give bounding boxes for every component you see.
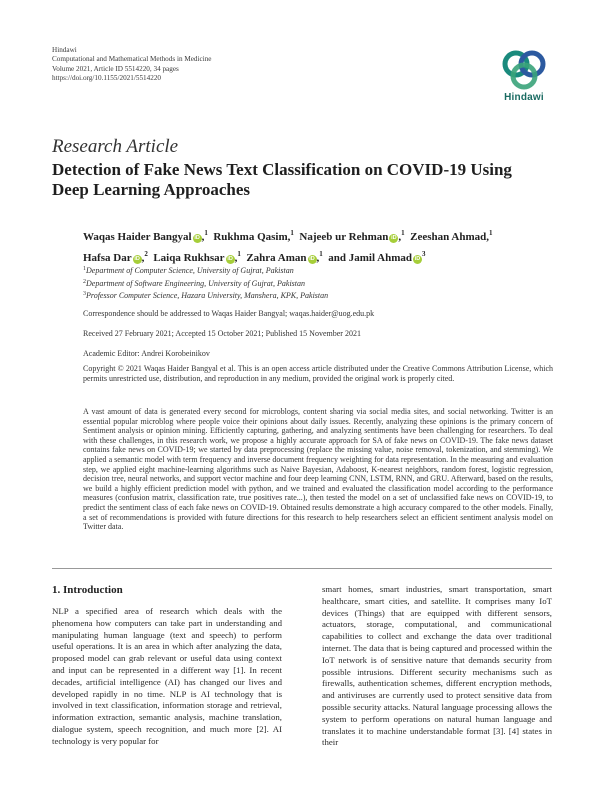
publisher-name: Hindawi [52,46,77,54]
author-list [83,225,553,267]
orcid-icon[interactable]: iD [194,235,200,241]
orcid-icon[interactable]: iD [391,235,397,241]
journal-header [52,46,352,84]
intro-column-right: smart homes, smart industries, smart transportation, smart healthcare, smart cities, and satellite. It comprises many IoT devices (Things) that are equipped with different sensors, actuators, storage, computational, and communicational capabilities to collect and exchange the data over traditional internet. The data that is being captured and processed within the IoT network is of sensitive nature that demands security from possible intrusions. Different security mechanisms such as firewalls, authentication schemes, different encryption methods, and antiviruses are currently used to protect sensitive data from possible security attacks. Natural language processing allows the system to perform operations on natural human language and translates it to machine understandable format [3]. [4] states in their [322,584,552,748]
doi-link[interactable]: https://doi.org/10.1155/2021/5514220 [52,74,162,83]
copyright-notice: Copyright © 2021 Waqas Haider Bangyal et al. This is an open access article distributed under the Creative Commons Attribution License, which permits unrestricted use, distribution, and reproduction in any medium, provided the original work is properly cited. [83,364,553,383]
orcid-icon[interactable]: iD [309,256,315,262]
author: Hafsa Dar iD ,$^2$ [83,250,148,264]
academic-editor: Academic Editor: Andrei Korobeinikov [83,349,210,358]
article-type: Research Article [52,136,179,157]
intro-column-left: NLP a specified area of research which deals with the phenomena how computers can take part in understanding and manipulating human language (text and speech) to perform useful operations. It is an area in which after analyzing the data, proposed model can grab relevant or useful data using context and input can be represented in a different way [1]. In recent decades, artificial intelligence (AI) has changed our lives and developed rapidly in no time. NLP is AI technology that is involved in text classification, information storage and retrieval, information extraction, semantic analysis, machine translation, dialogue system, speech recognition, and much more [2]. AI technology is very popular for [52,606,282,746]
section-heading: 1. Introduction [52,584,123,596]
author: Waqas Haider Bangyal iD ,$^1$ [83,229,208,243]
orcid-icon[interactable]: iD [134,256,140,262]
author: Najeeb ur Rehman iD ,$^1$ [299,229,405,243]
orcid-icon[interactable]: iD [227,256,233,262]
abstract: A vast amount of data is generated every second for microblogs, content sharing via social media sites, and social networking. Twitter is an essential popular microblog where people voice their opinions about daily issues. Recently, analyzing these opinions is the primary concern of Sentiment analysis or opinion mining. Efficiently capturing, gathering, and analyzing sentiments have been challenging for researchers. To deal with these challenges, in this research work, we propose a highly accurate approach for SA of fake news on COVID-19. The fake news dataset contains fake news on COVID-19; we started by data preprocessing (replace the missing value, noise removal, tokenization, and stemming). We applied a semantic model with term frequency and inverse document frequency weighting for data representation. In the measuring and evaluation step, we applied eight machine-learning algorithms such as Naive Bayesian, Adaboost, K-nearest neighbors, random forest, logistic regression, decision tree, neural networks, and support vector machine and four deep learning CNN, LSTM, RNN, and GRU. Afterward, based on the results, we build a highly efficient prediction model with python, and we trained and evaluated the classification model according to the performance measures (confusion matrix, classification rate, true positives rate...), then tested the model on a set of unclassified fake news on COVID-19, to predict the sentiment class of each fake news on COVID-19. Obtained results demonstrate a high accuracy compared to the other models. Finally, a set of recommendations is provided with future directions for this research to help researchers select an efficient sentiment analysis model on Twitter data. [83,407,553,532]
logo-text: Hindawi [504,92,544,103]
journal-name: Computational and Mathematical Methods in Medicine [52,55,212,64]
orcid-icon[interactable]: iD [414,256,421,262]
paper-title: Detection of Fake News Text Classification on COVID-19 Using Deep Learning Approaches [52,160,512,199]
author: Rukhma Qasim,$^1$ [213,229,294,243]
affiliation: $^1$Department of Computer Science, University of Gujrat, Pakistan [83,266,294,275]
correspondence: Correspondence should be addressed to Waqas Haider Bangyal; waqas.haider@uog.edu.pk [83,309,375,318]
affiliations [83,264,553,302]
author: Zahra Aman iD ,$^1$ [246,250,323,264]
author: and Jamil Ahmad $iD^3$ [328,250,426,264]
divider [52,568,552,569]
volume-info: Volume 2021, Article ID 5514220, 34 pages [52,64,179,73]
affiliation: $^3$Professor Computer Science, Hazara University, Manshera, KPK, Pakistan [83,291,329,300]
author: Laiqa Rukhsar iD ,$^1$ [153,250,241,264]
author: Zeeshan Ahmad,$^1$ [410,229,493,243]
affiliation: $^2$Department of Software Engineering, University of Gujrat, Pakistan [83,278,306,288]
received-dates: Received 27 February 2021; Accepted 15 October 2021; Published 15 November 2021 [83,329,361,338]
